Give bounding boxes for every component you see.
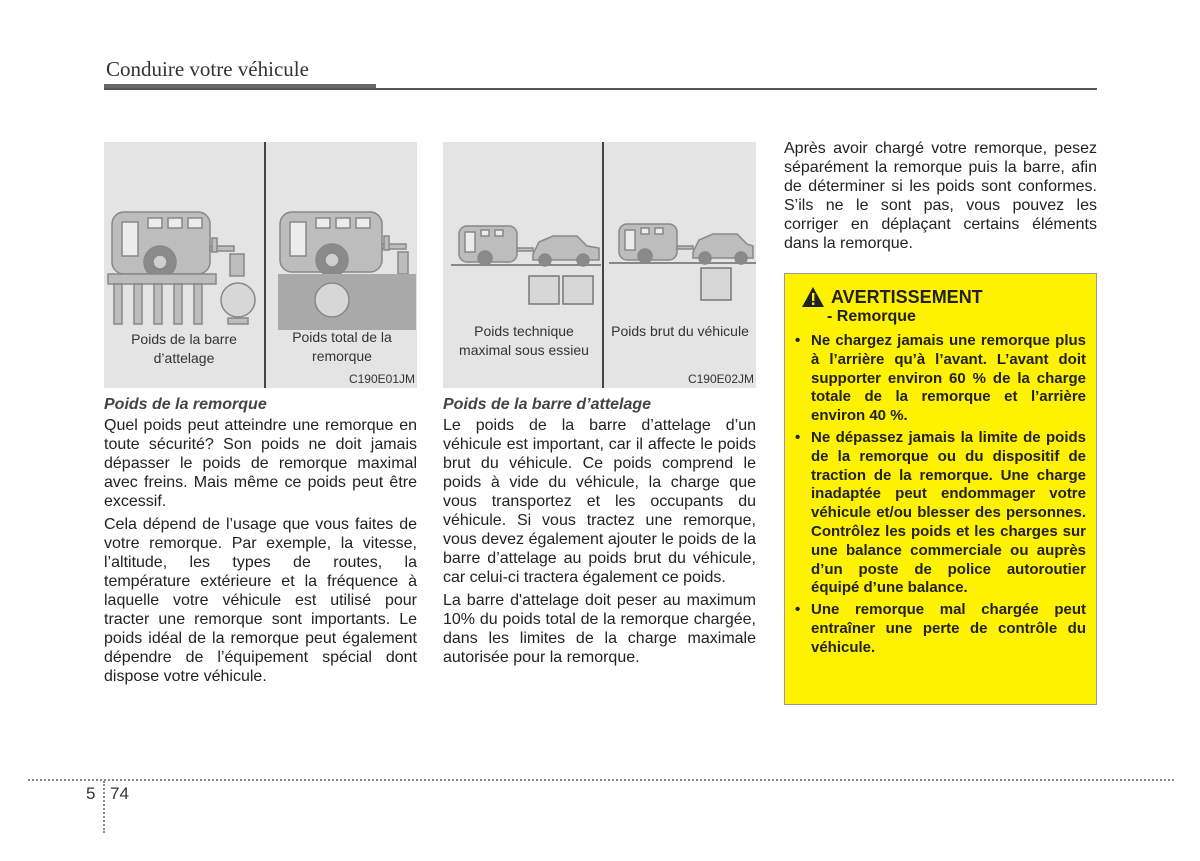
paragraph: Le poids de la barre d’attelage d’un véhicule est important, car il affecte le poids brut du véhicule. Ce poids comprend le poids à vide du véhicule, la charge que vous transportez et les occupants du véhicule. Si vous tractez une remorque, vous devez également ajouter le poids de la barre d’attelage au poids brut du véhicule, car celui-ci tractera également ce poids. bbox=[443, 417, 756, 586]
warning-list bbox=[795, 332, 1086, 658]
figure-code: C190E02JM bbox=[687, 372, 754, 386]
header-rule-thin bbox=[104, 88, 1097, 90]
warning-item: • Ne chargez jamais une remorque plus à l’arrière qu’à l’avant. L’avant doit supporter environ 60 % de la charge totale de la remorque et l’arrière environ 40 %. bbox=[795, 332, 1086, 426]
section-heading: Poids de la remorque bbox=[104, 396, 267, 413]
section-heading: Poids de la barre d’attelage bbox=[443, 396, 652, 413]
footer-dotted-divider bbox=[103, 781, 105, 833]
caption-total-trailer-weight: Poids total de la remorque bbox=[292, 329, 392, 364]
section-tongue-weight bbox=[443, 395, 756, 671]
page-number: 74 bbox=[110, 784, 129, 803]
chapter-number: 5 bbox=[86, 784, 96, 803]
figure-tongue-weight bbox=[104, 142, 417, 388]
chapter-title: Conduire votre véhicule bbox=[106, 57, 309, 81]
paragraph: La barre d'attelage doit peser au maximum 10% du poids total de la remorque chargée, dans les limites de la charge maximale autorisée pour la remorque. bbox=[443, 592, 756, 666]
warning-box bbox=[784, 273, 1097, 705]
caption-gross-vehicle-weight: Poids brut du véhicule bbox=[611, 323, 749, 339]
figure-axle-weight bbox=[443, 142, 756, 388]
warning-subtitle: - Remorque bbox=[827, 308, 916, 325]
section-trailer-weight bbox=[104, 395, 417, 690]
footer-dotted-rule bbox=[28, 779, 1174, 781]
warning-item: • Ne dépassez jamais la limite de poids de la remorque ou du dispositif de traction de la remorque. Une charge inadaptée peut endommager votre véhicule et/ou blesser des personnes. Contrôlez les poids et les charges sur une balance commerciale ou auprès d’un poste de police autoroutier équipé d’une balance. bbox=[795, 429, 1086, 598]
warning-header bbox=[801, 286, 1086, 308]
warning-triangle-icon bbox=[801, 286, 825, 308]
figure-code: C190E01JM bbox=[348, 372, 415, 386]
warning-title: AVERTISSEMENT bbox=[831, 286, 983, 307]
caption-tongue-weight: Poids de la barre d’attelage bbox=[131, 331, 237, 366]
paragraph: Après avoir chargé votre remorque, pesez séparément la remorque puis la barre, afin de déterminer si les poids sont conformes. S’ils ne le sont pas, vous pouvez les corriger en déplaçant certains éléments dans la remorque. bbox=[784, 140, 1097, 252]
warning-item: • Une remorque mal chargée peut entraîner une perte de contrôle du véhicule. bbox=[795, 601, 1086, 657]
section-weighing bbox=[784, 139, 1097, 257]
paragraph: Quel poids peut atteindre une remorque en toute sécurité? Son poids ne doit jamais dépasser le poids de remorque maximal avec freins. Mais même ce poids peut être excessif. bbox=[104, 417, 417, 510]
caption-max-axle-weight: Poids technique maximal sous essieu bbox=[459, 323, 589, 358]
paragraph: Cela dépend de l’usage que vous faites de votre remorque. Par exemple, la vitesse, l’altitude, les types de routes, la température extérieure et la fréquence à laquelle votre véhicule est utilisé pour tracter une remorque sont importants. Le poids idéal de la remorque peut également dépendre de l’équipement spécial dont dispose votre véhicule. bbox=[104, 516, 417, 685]
